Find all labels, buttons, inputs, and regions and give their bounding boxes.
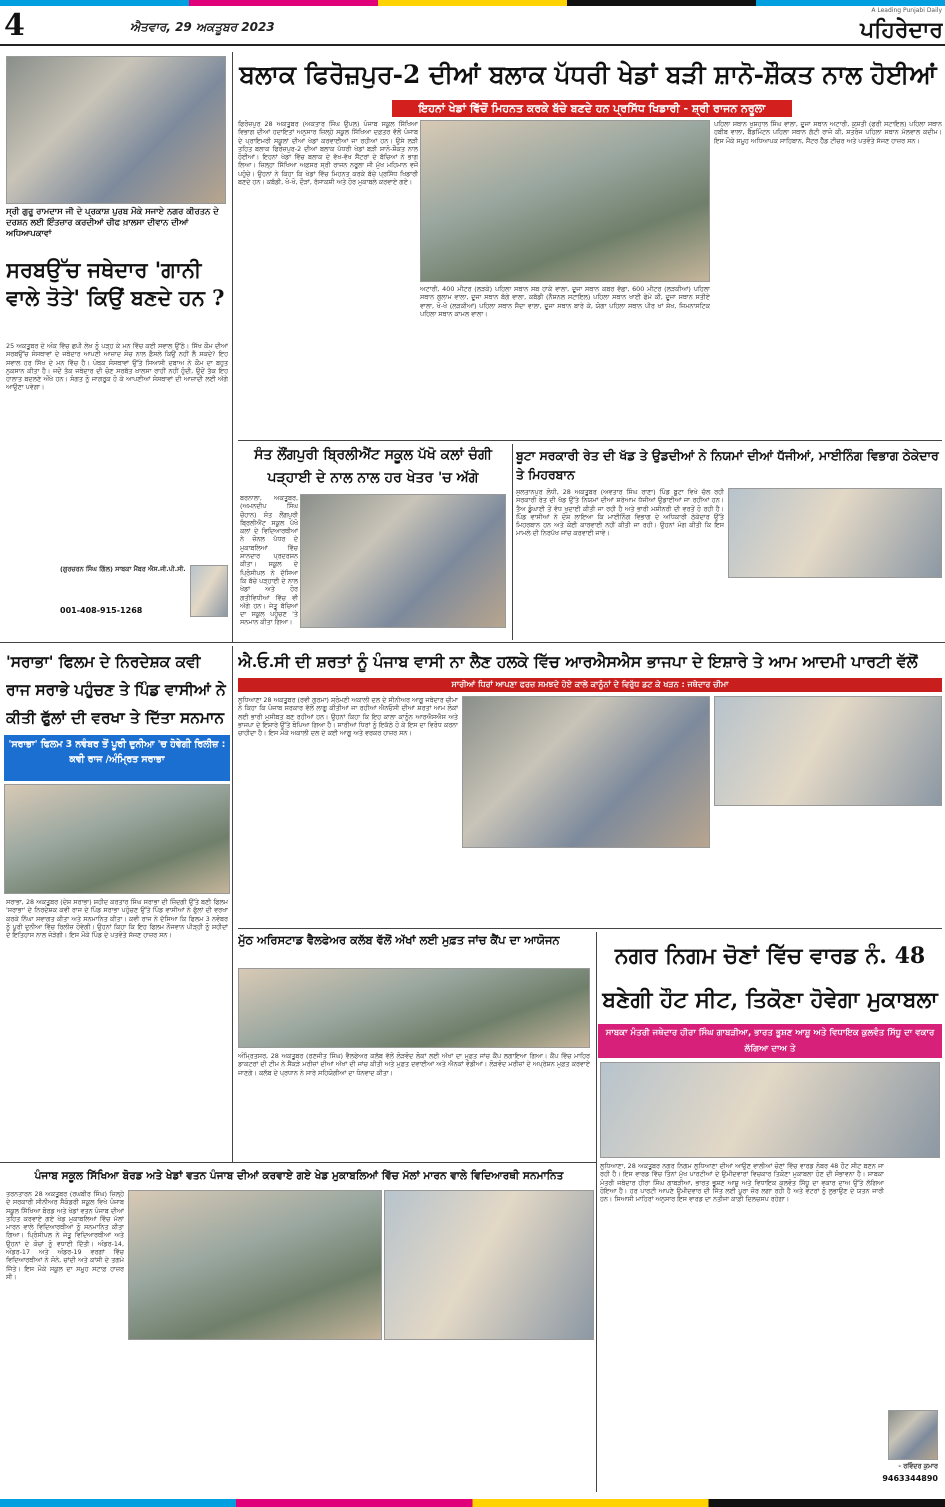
lead-group-photo	[420, 120, 710, 282]
sand-mining-photo	[728, 488, 942, 578]
board-headline: ਪੰਜਾਬ ਸਕੂਲ ਸਿੱਖਿਆ ਬੋਰਡ ਅਤੇ ਖੇਡਾਂ ਵਤਨ ਪੰਜਾਬ ਦੀਆਂ ਕਰਵਾਏ ਗਏ ਖੇਡ ਮੁਕਾਬਲਿਆਂ ਵਿੱਚ ਮੱਲਾਂ ਮਾਰਨ ਵਾਲੇ ਵਿਦਿਆਰਥੀ ਸਨਮਾਨਿਤ	[34, 1170, 564, 1182]
ao-photo-2	[714, 696, 942, 806]
column-rule	[232, 52, 233, 642]
photo-caption: ਸ੍ਰੀ ਗੁਰੂ ਰਾਮਦਾਸ ਜੀ ਦੇ ਪ੍ਰਕਾਸ਼ ਪੁਰਬ ਮੌਕੇ ਸਜਾਏ ਨਗਰ ਕੀਰਤਨ ਦੇ ਦਰਸ਼ਨ ਲਈ ਇੰਤਜ਼ਾਰ ਕਰਦੀਆਂ ਚੀਫ ਖ਼ਾਲਸਾ ਦੀਵਾਨ ਦੀਆਂ ਅਧਿਆਪਕਾਵਾਂ	[6, 206, 219, 238]
board-body: ਤਰਨਤਾਰਨ 28 ਅਕਤੂਬਰ (ਰਘਬੀਰ ਸਿੰਘ) ਜ਼ਿਲ੍ਹੇ ਦੇ ਸਰਕਾਰੀ ਸੀਨੀਅਰ ਸੈਕੰਡਰੀ ਸਕੂਲ ਵਿਖੇ ਪੰਜਾਬ ਸਕੂਲ ਸਿੱਖਿਆ ਬੋਰਡ ਅਤੇ ਖੇਡਾਂ ਵਤਨ ਪੰਜਾਬ ਦੀਆਂ ਤਹਿਤ ਕਰਵਾਏ ਗਏ ਖੇਡ ਮੁਕਾਬਲਿਆਂ ਵਿੱਚ ਮੱਲਾਂ ਮਾਰਨ ਵਾਲੇ ਵਿਦਿਆਰਥੀਆਂ ਨੂੰ ਸਨਮਾਨਿਤ ਕੀਤਾ ਗਿਆ। ਪ੍ਰਿੰਸੀਪਲ ਨੇ ਜੇਤੂ ਵਿਦਿਆਰਥੀਆਂ ਅਤੇ ਉਹਨਾਂ ਦੇ ਕੋਚਾਂ ਨੂੰ ਵਧਾਈ ਦਿੱਤੀ। ਅੰਡਰ-14, ਅੰਡਰ-17 ਅਤੇ ਅੰਡਰ-19 ਵਰਗਾਂ ਵਿੱਚ ਵਿਦਿਆਰਥੀਆਂ ਨੇ ਸੋਨੇ, ਚਾਂਦੀ ਅਤੇ ਕਾਂਸੀ ਦੇ ਤਗਮੇ ਜਿੱਤੇ। ਇਸ ਮੌਕੇ ਸਕੂਲ ਦਾ ਸਮੂਹ ਸਟਾਫ਼ ਹਾਜ਼ਰ ਸੀ।	[6, 1190, 124, 1281]
newspaper-logo: ਪਹਿਰੇਦਾਰ	[860, 17, 943, 43]
mining-body: ਸੁਲਤਾਨਪੁਰ ਲੋਧੀ, 28 ਅਕਤੂਬਰ (ਅਵਤਾਰ ਸਿੰਘ ਰਾਣਾ) ਪਿੰਡ ਬੂਟਾ ਵਿਖੇ ਚੱਲ ਰਹੀ ਸਰਕਾਰੀ ਰੇਤ ਦੀ ਖੱਡ ਉੱਤੇ ਨਿਯਮਾਂ ਦੀਆਂ ਸ਼ਰੇਆਮ ਧੱਜੀਆਂ ਉਡਾਈਆਂ ਜਾ ਰਹੀਆਂ ਹਨ। ਤੈਅ ਡੂੰਘਾਈ ਤੋਂ ਵੱਧ ਖੁਦਾਈ ਕੀਤੀ ਜਾ ਰਹੀ ਹੈ ਅਤੇ ਭਾਰੀ ਮਸ਼ੀਨਰੀ ਦੀ ਵਰਤੋਂ ਹੋ ਰਹੀ ਹੈ। ਪਿੰਡ ਵਾਸੀਆਂ ਨੇ ਦੋਸ਼ ਲਾਇਆ ਕਿ ਮਾਈਨਿੰਗ ਵਿਭਾਗ ਦੇ ਅਧਿਕਾਰੀ ਠੇਕੇਦਾਰ ਉੱਤੇ ਮਿਹਰਬਾਨ ਹਨ ਅਤੇ ਕੋਈ ਕਾਰਵਾਈ ਨਹੀਂ ਕੀਤੀ ਜਾ ਰਹੀ। ਉਹਨਾਂ ਮੰਗ ਕੀਤੀ ਕਿ ਇਸ ਮਾਮਲੇ ਦੀ ਨਿਰਪੱਖ ਜਾਂਚ ਕਰਵਾਈ ਜਾਵੇ।	[516, 488, 724, 538]
lead-body: ਫਿਰੋਜ਼ਪੁਰ 28 ਅਕਤੂਬਰ (ਅਕਤਾਰ ਸਿੰਘ ਉਪਲ) ਪੰਜਾਬ ਸਕੂਲ ਸਿੱਖਿਆ ਵਿਭਾਗ ਦੀਆਂ ਹਦਾਇਤਾਂ ਅਨੁਸਾਰ ਜ਼ਿਲ੍ਹੇ ਸਕੂਲ ਸਿੱਖਿਆ ਦਫ਼ਤਰ ਵੱਲੋਂ ਪੰਜਾਬ ਦੇ ਪ੍ਰਾਇਮਰੀ ਸਕੂਲਾਂ ਦੀਆਂ ਖੇਡਾਂ ਕਰਵਾਈਆਂ ਜਾ ਰਹੀਆਂ ਹਨ। ਉਸੇ ਲੜੀ ਤਹਿਤ ਬਲਾਕ ਫਿਰੋਜ਼ਪੁਰ-2 ਦੀਆਂ ਬਲਾਕ ਪੱਧਰੀ ਖੇਡਾਂ ਬੜੀ ਸ਼ਾਨੋ-ਸ਼ੌਕਤ ਨਾਲ ਹੋਈਆਂ। ਇਹਨਾਂ ਖੇਡਾਂ ਵਿੱਚ ਬਲਾਕ ਦੇ ਵੱਖ-ਵੱਖ ਸੈਂਟਰਾਂ ਦੇ ਬੱਚਿਆਂ ਨੇ ਭਾਗ ਲਿਆ। ਜ਼ਿਲ੍ਹਾ ਸਿੱਖਿਆ ਅਫ਼ਸਰ ਸ੍ਰੀ ਰਾਜਨ ਨਰੂਲਾ ਜੀ ਮੁੱਖ ਮਹਿਮਾਨ ਵਜੋਂ ਪਹੁੰਚੇ। ਉਹਨਾਂ ਨੇ ਕਿਹਾ ਕਿ ਖੇਡਾਂ ਵਿੱਚ ਮਿਹਨਤ ਕਰਕੇ ਬੱਚੇ ਪ੍ਰਸਿੱਧ ਖਿਡਾਰੀ ਬਣਦੇ ਹਨ। ਕਬੱਡੀ, ਖੋ-ਖੋ, ਦੌੜਾਂ, ਰੱਸਾਕਸ਼ੀ ਅਤੇ ਹੋਰ ਮੁਕਾਬਲੇ ਕਰਵਾਏ ਗਏ।	[238, 120, 418, 187]
opinion-phone: 001-408-915-1268	[60, 606, 143, 615]
film-photo	[4, 784, 230, 894]
board-group-photo	[128, 1190, 382, 1340]
masthead	[0, 6, 945, 46]
school-body: ਬਰਨਾਲਾ, ਅਕਤੂਬਰ, (ਅਮਨਦੀਪ ਸਿੰਘ ਚੌਹਾਨ) ਸੰਤ ਲੌਂਗਪੁਰੀ ਬ੍ਰਿਲੀਐਂਟ ਸਕੂਲ ਪੱਖੋ ਕਲਾਂ ਦੇ ਵਿਦਿਆਰਥੀਆਂ ਨੇ ਜ਼ੋਨਲ ਪੱਧਰ ਦੇ ਮੁਕਾਬਲਿਆਂ ਵਿੱਚ ਸ਼ਾਨਦਾਰ ਪ੍ਰਦਰਸ਼ਨ ਕੀਤਾ। ਸਕੂਲ ਦੇ ਪ੍ਰਿੰਸੀਪਲ ਨੇ ਦੱਸਿਆ ਕਿ ਬੱਚੇ ਪੜ੍ਹਾਈ ਦੇ ਨਾਲ ਖੇਡਾਂ ਅਤੇ ਹੋਰ ਗਤੀਵਿਧੀਆਂ ਵਿੱਚ ਵੀ ਅੱਗੇ ਹਨ। ਜੇਤੂ ਬੱਚਿਆਂ ਦਾ ਸਕੂਲ ਪਹੁੰਚਣ 'ਤੇ ਸਨਮਾਨ ਕੀਤਾ ਗਿਆ।	[240, 494, 298, 627]
reporter-portrait	[888, 1410, 938, 1460]
opinion-author: (ਗੁਰਚਰਨ ਸਿੰਘ ਗਿੱਲ) ਸਾਬਕਾ ਮੈਂਬਰ ਐਸ.ਜੀ.ਪੀ.ਸੀ.	[60, 565, 186, 573]
ao-headline: ਐ.ਓ.ਸੀ ਦੀ ਸ਼ਰਤਾਂ ਨੂੰ ਪੰਜਾਬ ਵਾਸੀ ਨਾ ਲੈਣ ਹਲਕੇ ਵਿੱਚ ਆਰਐਸਐਸ ਭਾਜਪਾ ਦੇ ਇਸ਼ਾਰੇ ਤੇ ਆਮ ਆਦਮੀ ਪਾਰਟੀ ਵੱਲੋਂ	[238, 652, 918, 671]
section-rule	[238, 928, 942, 929]
ward-author: - ਰਵਿੰਦਰ ਕੁਮਾਰ	[898, 1462, 938, 1470]
ward-headline: ਨਗਰ ਨਿਗਮ ਚੋਣਾਂ ਵਿੱਚ ਵਾਰਡ ਨੰ. 48 ਬਣੇਗੀ ਹੌਟ ਸੀਟ, ਤਿਕੋਣਾ ਹੋਵੇਗਾ ਮੁਕਾਬਲਾ	[602, 943, 938, 1013]
eye-camp-photo	[238, 968, 590, 1048]
mining-headline: ਬੂਟਾ ਸਰਕਾਰੀ ਰੇਤ ਦੀ ਖੱਡ ਤੇ ਉਡਦੀਆਂ ਨੇ ਨਿਯਮਾਂ ਦੀਆਂ ਧੱਜੀਆਂ, ਮਾਈਨਿੰਗ ਵਿਭਾਗ ਠੇਕੇਦਾਰ ਤੇ ਮਿਹਰਬਾਨ	[516, 448, 939, 482]
opinion-body: 25 ਅਕਤੂਬਰ ਦੇ ਅੰਕ ਵਿੱਚ ਛਪੀ ਲੇਖ ਨੂੰ ਪੜ੍ਹ ਕੇ ਮਨ ਵਿੱਚ ਕਈ ਸਵਾਲ ਉੱਠੇ। ਸਿੱਖ ਕੌਮ ਦੀਆਂ ਸਰਬਉੱਚ ਸੰਸਥਾਵਾਂ ਦੇ ਜਥੇਦਾਰ ਆਪਣੀ ਆਜ਼ਾਦ ਸੋਚ ਨਾਲ ਫ਼ੈਸਲੇ ਕਿਉਂ ਨਹੀਂ ਲੈ ਸਕਦੇ? ਇਹ ਸਵਾਲ ਹਰ ਸਿੱਖ ਦੇ ਮਨ ਵਿੱਚ ਹੈ। ਪੰਥਕ ਸੰਸਥਾਵਾਂ ਉੱਤੇ ਸਿਆਸੀ ਦਬਾਅ ਨੇ ਕੌਮ ਦਾ ਬਹੁਤ ਨੁਕਸਾਨ ਕੀਤਾ ਹੈ। ਜਦੋਂ ਤੱਕ ਜਥੇਦਾਰ ਦੀ ਚੋਣ ਸਰਬੱਤ ਖ਼ਾਲਸਾ ਰਾਹੀਂ ਨਹੀਂ ਹੁੰਦੀ, ਉਦੋਂ ਤੱਕ ਇਹ ਹਾਲਾਤ ਬਦਲਣੇ ਔਖੇ ਹਨ। ਸੰਗਤ ਨੂੰ ਜਾਗਰੂਕ ਹੋ ਕੇ ਆਪਣੀਆਂ ਸੰਸਥਾਵਾਂ ਦੀ ਆਜ਼ਾਦੀ ਲਈ ਅੱਗੇ ਆਉਣਾ ਪਵੇਗਾ।	[6, 342, 228, 392]
ward-phone: 9463344890	[882, 1474, 938, 1483]
section-rule	[0, 1162, 596, 1163]
ward-candidates-photo	[600, 1062, 940, 1158]
ward-kicker: ਸਾਬਕਾ ਮੰਤਰੀ ਜਥੇਦਾਰ ਹੀਰਾ ਸਿੰਘ ਗਾਬੜੀਆ, ਭਾਰਤ ਭੂਸ਼ਣ ਆਸ਼ੂ ਅਤੇ ਵਿਧਾਇਕ ਕੁਲਵੰਤ ਸਿੱਧੂ ਦਾ ਵਕਾਰ ਲੱਗਿਆ ਦਾਅ ਤੇ	[598, 1024, 942, 1058]
school-headline: ਸੰਤ ਲੌਂਗਪੁਰੀ ਬ੍ਰਿਲੀਐਂਟ ਸਕੂਲ ਪੱਖੋ ਕਲਾਂ ਚੰਗੀ ਪੜ੍ਹਾਈ ਦੇ ਨਾਲ ਨਾਲ ਹਰ ਖੇਤਰ 'ਚ ਅੱਗੇ	[254, 447, 492, 486]
lead-right-column: ਪਹਿਲਾ ਸਥਾਨ ਖੁਸ਼ਹਾਲ ਸਿੰਘ ਵਾਲਾ, ਦੂਜਾ ਸਥਾਨ ਅਟਾਰੀ, ਕੁਸ਼ਤੀ (ਫਰੀ ਸਟਾਇਲ) ਪਹਿਲਾ ਸਥਾਨ ਹਬੀਬ ਵਾਲਾ, ਬੈਡਮਿੰਟਨ ਪਹਿਲਾ ਸਥਾਨ ਗੱਟੀ ਰਾਜੋ ਕੀ, ਸ਼ਤਰੰਜ ਪਹਿਲਾ ਸਥਾਨ ਮੱਲਵਾਲ ਕਦੀਮ। ਇਸ ਮੌਕੇ ਸਮੂਹ ਅਧਿਆਪਕ ਸਾਹਿਬਾਨ, ਸੈਂਟਰ ਹੈੱਡ ਟੀਚਰ ਅਤੇ ਪਤਵੰਤੇ ਸੱਜਣ ਹਾਜ਼ਰ ਸਨ।	[714, 120, 942, 145]
film-headline: 'ਸਰਾਭਾ' ਫਿਲਮ ਦੇ ਨਿਰਦੇਸ਼ਕ ਕਵੀ ਰਾਜ ਸਰਾਭੇ ਪਹੁੰਚਣ ਤੇ ਪਿੰਡ ਵਾਸੀਆਂ ਨੇ ਕੀਤੀ ਫੁੱਲਾਂ ਦੀ ਵਰਖਾ ਤੇ ਦਿੱਤਾ ਸਨਮਾਨ	[6, 653, 226, 727]
eye-camp-body: ਅੰਮ੍ਰਿਤਸਰ, 28 ਅਕਤੂਬਰ (ਰਣਜੀਤ ਸਿੰਘ) ਵੈਲਫੇਅਰ ਕਲੱਬ ਵੱਲੋਂ ਲੋੜਵੰਦ ਲੋਕਾਂ ਲਈ ਅੱਖਾਂ ਦਾ ਮੁਫ਼ਤ ਜਾਂਚ ਕੈਂਪ ਲਗਾਇਆ ਗਿਆ। ਕੈਂਪ ਵਿੱਚ ਮਾਹਿਰ ਡਾਕਟਰਾਂ ਦੀ ਟੀਮ ਨੇ ਸੈਂਕੜੇ ਮਰੀਜ਼ਾਂ ਦੀਆਂ ਅੱਖਾਂ ਦੀ ਜਾਂਚ ਕੀਤੀ ਅਤੇ ਮੁਫ਼ਤ ਦਵਾਈਆਂ ਅਤੇ ਐਨਕਾਂ ਵੰਡੀਆਂ। ਲੋੜਵੰਦ ਮਰੀਜ਼ਾਂ ਦੇ ਅਪ੍ਰੇਸ਼ਨ ਮੁਫ਼ਤ ਕਰਵਾਏ ਜਾਣਗੇ। ਕਲੱਬ ਦੇ ਪ੍ਰਧਾਨ ਨੇ ਸਾਰੇ ਸਹਿਯੋਗੀਆਂ ਦਾ ਧੰਨਵਾਦ ਕੀਤਾ।	[238, 1052, 590, 1077]
ao-photo	[462, 696, 710, 848]
film-body: ਸਰਾਭਾ, 28 ਅਕਤੂਬਰ (ਦੇਸ਼ ਸਰਾਭਾ) ਸ਼ਹੀਦ ਕਰਤਾਰ ਸਿੰਘ ਸਰਾਭਾ ਦੀ ਜ਼ਿੰਦਗੀ ਉੱਤੇ ਬਣੀ ਫਿਲਮ 'ਸਰਾਭਾ' ਦੇ ਨਿਰਦੇਸ਼ਕ ਕਵੀ ਰਾਜ ਦੇ ਪਿੰਡ ਸਰਾਭਾ ਪਹੁੰਚਣ ਉੱਤੇ ਪਿੰਡ ਵਾਸੀਆਂ ਨੇ ਫੁੱਲਾਂ ਦੀ ਵਰਖਾ ਕਰਕੇ ਨਿੱਘਾ ਸਵਾਗਤ ਕੀਤਾ ਅਤੇ ਸਨਮਾਨਿਤ ਕੀਤਾ। ਕਵੀ ਰਾਜ ਨੇ ਦੱਸਿਆ ਕਿ ਫਿਲਮ 3 ਨਵੰਬਰ ਨੂੰ ਪੂਰੀ ਦੁਨੀਆ ਵਿੱਚ ਰਿਲੀਜ਼ ਹੋਵੇਗੀ। ਉਹਨਾਂ ਕਿਹਾ ਕਿ ਇਹ ਫਿਲਮ ਨੌਜਵਾਨ ਪੀੜ੍ਹੀ ਨੂੰ ਸ਼ਹੀਦਾਂ ਦੇ ਇਤਿਹਾਸ ਨਾਲ ਜੋੜੇਗੀ। ਇਸ ਮੌਕੇ ਪਿੰਡ ਦੇ ਪਤਵੰਤੇ ਸੱਜਣ ਹਾਜ਼ਰ ਸਨ।	[6, 898, 228, 940]
section-rule	[238, 440, 942, 441]
film-kicker: 'ਸਰਾਭਾ' ਫਿਲਮ 3 ਨਵੰਬਰ ਤੋਂ ਪੂਰੀ ਦੁਨੀਆ 'ਚ ਹੋਵੇਗੀ ਰਿਲੀਜ਼ : ਕਵੀ ਰਾਜ /ਅੰਮ੍ਰਿਤ ਸਰਾਭਾ	[4, 735, 230, 781]
author-portrait	[190, 565, 228, 617]
section-rule	[0, 642, 945, 643]
column-rule	[232, 646, 233, 1162]
bottom-color-bar	[0, 1499, 945, 1507]
ao-body: ਲੁਧਿਆਣਾ 28 ਅਕਤੂਬਰ (ਰਵੀ ਗੁਰਮਾ) ਸ਼੍ਰੋਮਣੀ ਅਕਾਲੀ ਦਲ ਦੇ ਸੀਨੀਅਰ ਆਗੂ ਜਥੇਦਾਰ ਚੀਮਾ ਨੇ ਕਿਹਾ ਕਿ ਪੰਜਾਬ ਸਰਕਾਰ ਵੱਲੋਂ ਲਾਗੂ ਕੀਤੀਆਂ ਜਾ ਰਹੀਆਂ ਐਨਓਸੀ ਦੀਆਂ ਸ਼ਰਤਾਂ ਆਮ ਲੋਕਾਂ ਲਈ ਭਾਰੀ ਮੁਸੀਬਤ ਬਣ ਰਹੀਆਂ ਹਨ। ਉਹਨਾਂ ਕਿਹਾ ਕਿ ਇਹ ਕਾਲਾ ਕਾਨੂੰਨ ਆਰਐਸਐਸ ਅਤੇ ਭਾਜਪਾ ਦੇ ਇਸ਼ਾਰੇ ਉੱਤੇ ਥੋਪਿਆ ਗਿਆ ਹੈ। ਸਾਰੀਆਂ ਧਿਰਾਂ ਨੂੰ ਇਕੱਠੇ ਹੋ ਕੇ ਇਸ ਦਾ ਵਿਰੋਧ ਕਰਨਾ ਚਾਹੀਦਾ ਹੈ। ਇਸ ਮੌਕੇ ਅਕਾਲੀ ਦਲ ਦੇ ਕਈ ਆਗੂ ਅਤੇ ਵਰਕਰ ਹਾਜ਼ਰ ਸਨ।	[238, 696, 458, 738]
column-rule	[512, 444, 513, 640]
nagar-kirtan-photo	[6, 56, 226, 204]
ward-body: ਲੁਧਿਆਣਾ, 28 ਅਕਤੂਬਰ ਨਗਰ ਨਿਗਮ ਲੁਧਿਆਣਾ ਦੀਆਂ ਆਉਣ ਵਾਲੀਆਂ ਚੋਣਾਂ ਵਿੱਚ ਵਾਰਡ ਨੰਬਰ 48 ਹੌਟ ਸੀਟ ਬਣਨ ਜਾ ਰਹੀ ਹੈ। ਇਸ ਵਾਰਡ ਵਿੱਚ ਤਿੰਨਾਂ ਮੁੱਖ ਪਾਰਟੀਆਂ ਦੇ ਉਮੀਦਵਾਰਾਂ ਵਿਚਕਾਰ ਤਿਕੋਣਾ ਮੁਕਾਬਲਾ ਹੋਣ ਦੀ ਸੰਭਾਵਨਾ ਹੈ। ਸਾਬਕਾ ਮੰਤਰੀ ਜਥੇਦਾਰ ਹੀਰਾ ਸਿੰਘ ਗਾਬੜੀਆ, ਭਾਰਤ ਭੂਸ਼ਣ ਆਸ਼ੂ ਅਤੇ ਵਿਧਾਇਕ ਕੁਲਵੰਤ ਸਿੱਧੂ ਦਾ ਵਕਾਰ ਦਾਅ ਉੱਤੇ ਲੱਗਿਆ ਹੋਇਆ ਹੈ। ਹਰ ਪਾਰਟੀ ਆਪਣੇ ਉਮੀਦਵਾਰ ਦੀ ਜਿੱਤ ਲਈ ਪੂਰਾ ਜ਼ੋਰ ਲਗਾ ਰਹੀ ਹੈ ਅਤੇ ਵੋਟਰਾਂ ਨੂੰ ਲੁਭਾਉਣ ਦੇ ਯਤਨ ਜਾਰੀ ਹਨ। ਸਿਆਸੀ ਮਾਹਿਰਾਂ ਅਨੁਸਾਰ ਇਸ ਵਾਰਡ ਦਾ ਨਤੀਜਾ ਕਾਫ਼ੀ ਦਿਲਚਸਪ ਰਹੇਗਾ।	[600, 1162, 884, 1204]
lead-results: ਅਟਾਰੀ, 400 ਮੀਟਰ (ਲੜਕੇ) ਪਹਿਲਾ ਸਥਾਨ ਸਬ ਹਾਕੇ ਵਾਲਾ, ਦੂਜਾ ਸਥਾਨ ਕਬਰ ਵੱਛਾ, 600 ਮੀਟਰ (ਲੜਕੀਆਂ) ਪਹਿਲਾ ਸਥਾਨ ਗੁਲਾਮ ਵਾਲਾ, ਦੂਜਾ ਸਥਾਨ ਬੱਗੇ ਵਾਲਾ, ਕਬੱਡੀ (ਨੈਸ਼ਨਲ ਸਟਾਇਲ) ਪਹਿਲਾ ਸਥਾਨ ਖਾਈ ਫੇਮੇ ਕੀ, ਦੂਜਾ ਸਥਾਨ ਸਤੀਏ ਵਾਲਾ, ਖੋ-ਖੋ (ਲੜਕੀਆਂ) ਪਹਿਲਾ ਸਥਾਨ ਸੈਦਾ ਵਾਲਾ, ਦੂਜਾ ਸਥਾਨ ਬਾਰੇ ਕੇ, ਯੋਗਾ ਪਹਿਲਾ ਸਥਾਨ ਪੀਰ ਖਾਂ ਸ਼ੇਖ, ਜਿਮਨਾਸਟਿਕ ਪਹਿਲਾ ਸਥਾਨ ਕਾਮਲ ਵਾਲਾ।	[420, 285, 710, 318]
board-photo-2	[384, 1190, 594, 1340]
school-photo	[300, 494, 506, 628]
page-number: 4	[4, 8, 25, 43]
issue-date: ਐਤਵਾਰ, 29 ਅਕਤੂਬਰ 2023	[130, 20, 275, 34]
column-rule	[596, 932, 597, 1492]
opinion-headline: ਸਰਬਉੱਚ ਜਥੇਦਾਰ 'ਗਾਨੀ ਵਾਲੇ ਤੋਤੇ' ਕਿਉਂ ਬਣਦੇ ਹਨ ?	[6, 257, 225, 310]
ao-kicker: ਸਾਰੀਆਂ ਧਿਰਾਂ ਆਪਣਾ ਫਰਜ਼ ਸਮਝਦੇ ਹੋਏ ਕਾਲੇ ਕਾਨੂੰਨਾਂ ਦੇ ਵਿਰੁੱਧ ਡਟ ਕੇ ਖੜਨ : ਜਥੇਦਾਰ ਚੀਮਾ	[238, 678, 942, 692]
eye-camp-headline: ਮੁੱਠ ਅਰਿਸਟਾਡ ਵੈਲਫੇਅਰ ਕਲੱਬ ਵੱਲੋਂ ਅੱਖਾਂ ਲਈ ਮੁਫ਼ਤ ਜਾਂਚ ਕੈਂਪ ਦਾ ਆਯੋਜਨ	[238, 933, 560, 947]
lead-subhead: ਇਹਨਾਂ ਖੇਡਾਂ ਵਿੱਚੋਂ ਮਿਹਨਤ ਕਰਕੇ ਬੱਚੇ ਬਣਦੇ ਹਨ ਪ੍ਰਸਿੱਧ ਖਿਡਾਰੀ - ਸ਼੍ਰੀ ਰਾਜਨ ਨਰੂਲਾ	[392, 100, 792, 117]
lead-headline: ਬਲਾਕ ਫਿਰੋਜ਼ਪੁਰ-2 ਦੀਆਂ ਬਲਾਕ ਪੱਧਰੀ ਖੇਡਾਂ ਬੜੀ ਸ਼ਾਨੋ-ਸ਼ੌਕਤ ਨਾਲ ਹੋਈਆਂ	[239, 60, 937, 89]
tagline: A Leading Punjabi Daily	[871, 7, 942, 14]
